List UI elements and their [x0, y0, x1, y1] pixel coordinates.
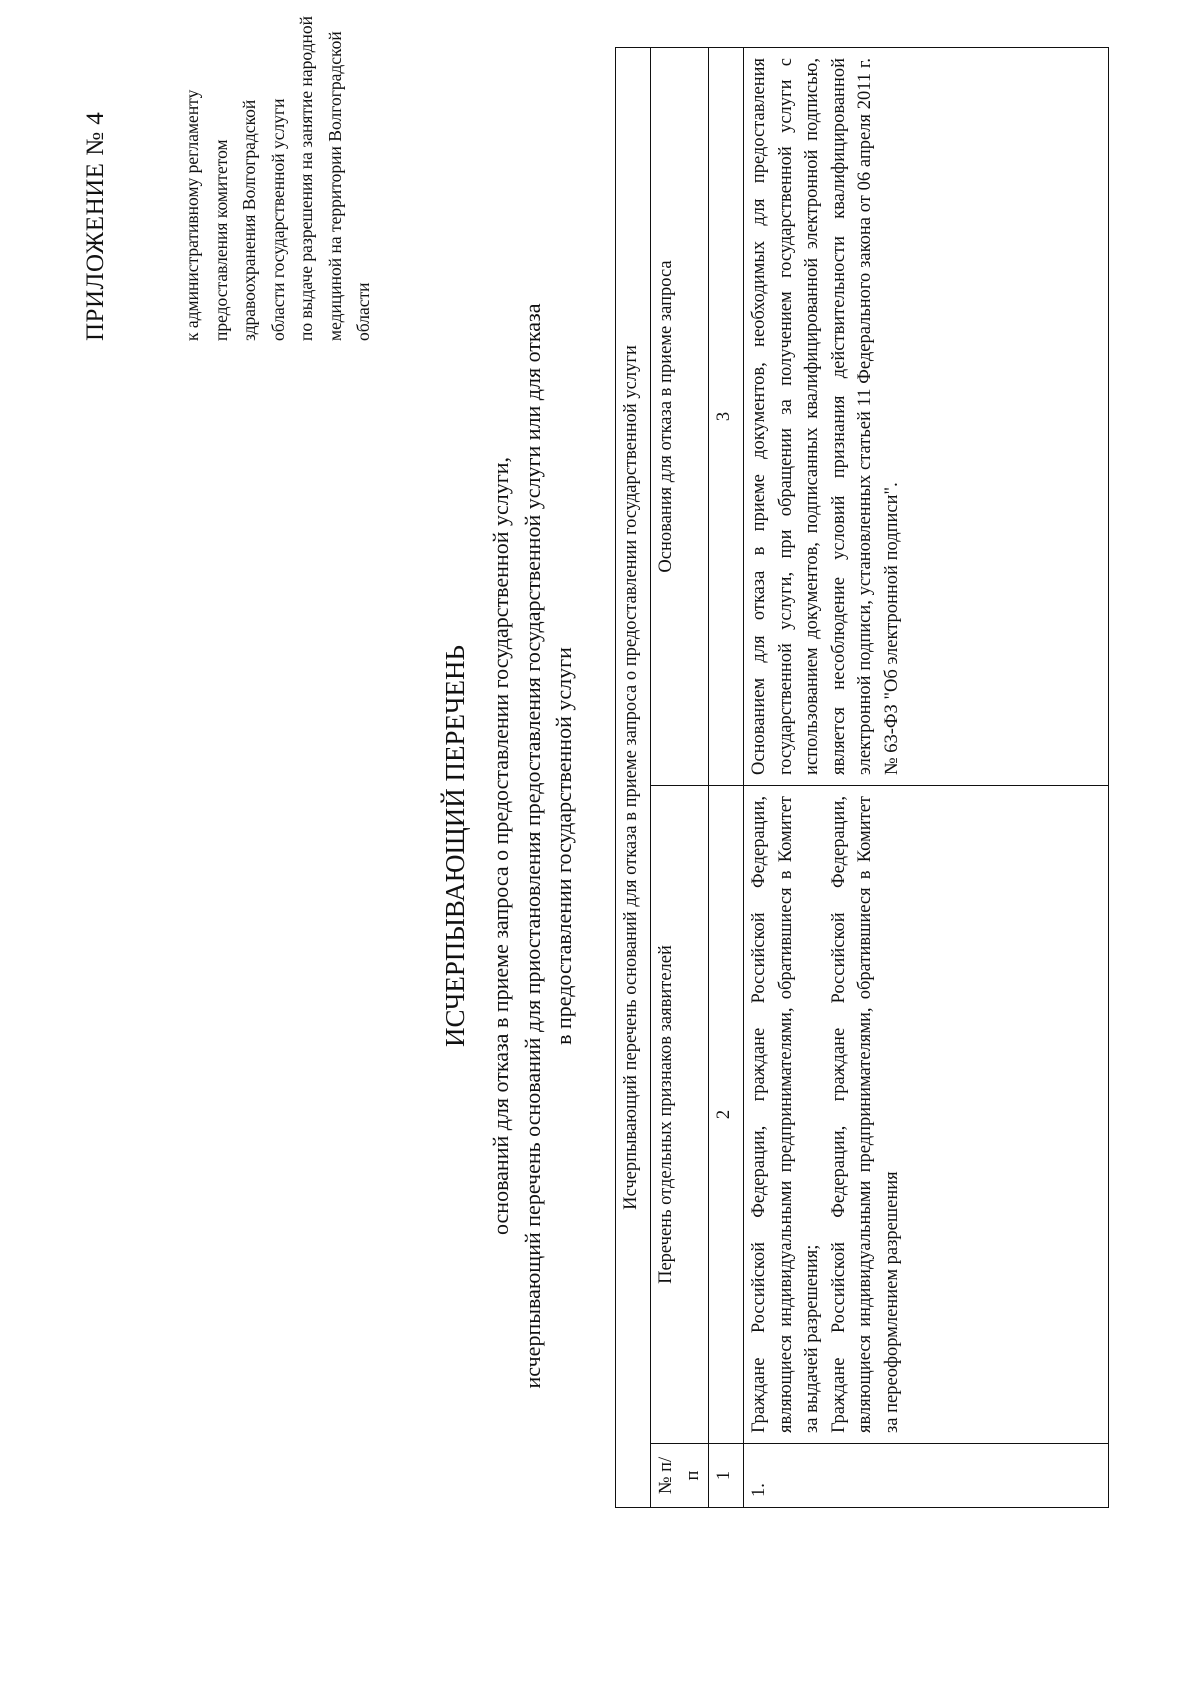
regulation-line: по выдаче разрешения на занятие народной	[296, 15, 316, 341]
regulation-line: предоставления комитетом	[210, 139, 231, 341]
applicants-paragraph: Граждане Российской Федерации, граждане Российской Федерации, являющиеся индивидуальными предпринимателями, обратившиеся в Комитет за выдачей разрешения;	[749, 796, 822, 1433]
refusal-grounds-table	[615, 47, 1109, 1508]
appendix-title: ПРИЛОЖЕНИЕ № 4	[82, 111, 109, 341]
column-number-row	[709, 47, 744, 1507]
grounds-cell: Основанием для отказа в приеме документов, необходимых для предоставления государственной услуги, при обращении за получением государственной услуги с использованием документов, подписанных квалифицированной электронной подписью, является несоблюдение условий признания действительности квалифицированной электронной подписи, установленных статьей 11 Федерального закона от 06 апреля 2011 г. № 63-ФЗ "Об электронной подписи".	[744, 47, 1109, 785]
regulation-reference	[178, 15, 378, 341]
column-header-number: № п/п	[651, 1444, 709, 1508]
regulation-line: к административному регламенту	[182, 89, 202, 341]
row-number: 1.	[744, 1444, 1109, 1508]
table-caption-row	[616, 47, 651, 1507]
document-subtitle-line-3: в предоставлении государственной услуги	[551, 647, 576, 1045]
column-number: 2	[709, 786, 744, 1444]
table-header-row	[651, 47, 709, 1507]
document-subtitle-line-2: исчерпывающий перечень оснований для приостановления предоставления государственной услуги или для отказа	[520, 303, 545, 1389]
regulation-line: здравоохранения Волгоградской	[239, 99, 259, 341]
document-title: ИСЧЕРПЫВАЮЩИЙ ПЕРЕЧЕНЬ	[440, 644, 470, 1048]
document-subtitle-line-1: оснований для отказа в приеме запроса о предоставлении государственной услуги,	[488, 456, 513, 1236]
regulation-line: области	[353, 282, 373, 341]
regulation-line: области государственной услуги	[267, 98, 288, 341]
table-row	[744, 47, 1109, 1507]
column-number: 3	[709, 47, 744, 785]
applicants-cell	[744, 786, 1109, 1444]
column-header-grounds: Основания для отказа в приеме запроса	[651, 47, 709, 785]
table-caption: Исчерпывающий перечень оснований для отказа в приеме запроса о предоставлении государственной услуги	[616, 47, 651, 1507]
column-header-applicants: Перечень отдельных признаков заявителей	[651, 786, 709, 1444]
applicants-paragraph: Граждане Российской Федерации, граждане Российской Федерации, являющиеся индивидуальными предпринимателями, обратившиеся в Комитет за переоформлением разрешения	[828, 796, 902, 1433]
column-number: 1	[709, 1444, 744, 1508]
regulation-line: медициной на территории Волгоградской	[324, 31, 345, 341]
